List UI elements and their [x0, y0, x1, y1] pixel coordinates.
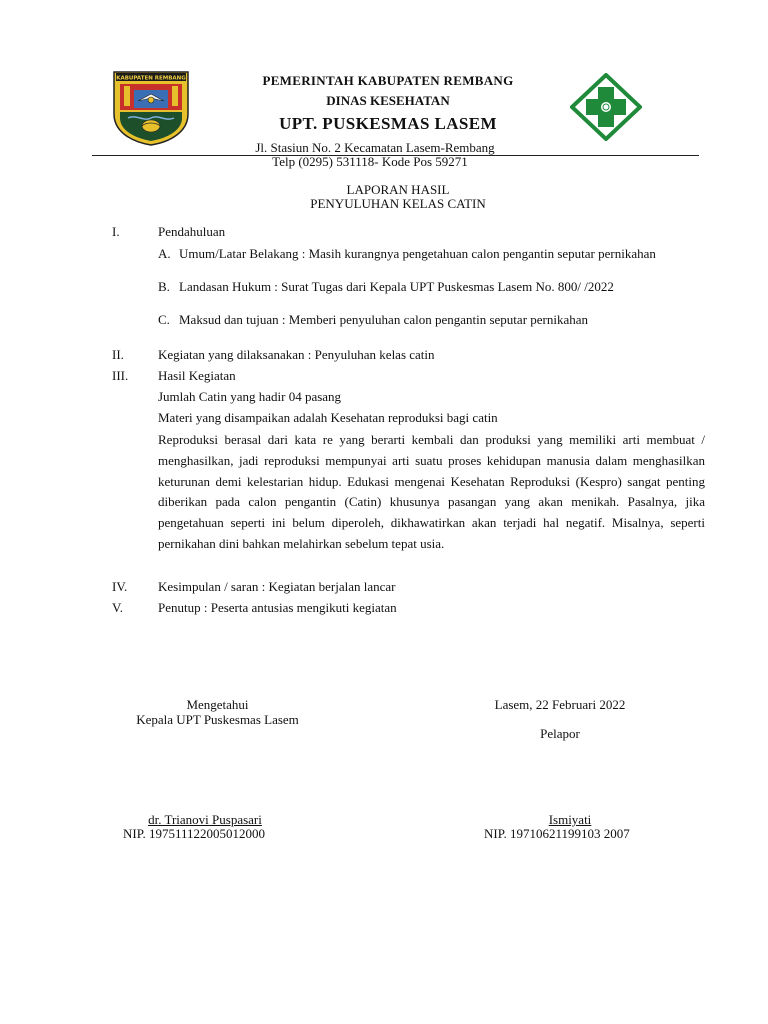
head-name-text: dr. Trianovi Puspasari	[148, 812, 262, 827]
report-subtitle: PENYULUHAN KELAS CATIN	[310, 196, 486, 211]
results-paragraph: Reproduksi berasal dari kata re yang berarti kembali dan produksi yang memiliki arti membuat / menghasilkan, jadi reproduksi mempunyai arti suatu proses kehidupan manusia dalam menghasilkan keturunan demi kelestarian hidup. Edukasi mengenai Kesehatan Reproduksi (Kespro) sangat penting diberikan pada calon pengantin (Catin) khusunya pasangan yang akan menikah. Pasalnya, jika pengetahuan seperti ini belum diperoleh, dikhawatirkan akan terjadi hal negatif. Misalnya, seperti pernikahan dini bahkan melahirkan sebelum tepat usia.	[158, 432, 705, 551]
letterhead-address: Jl. Stasiun No. 2 Kecamatan Lasem-Rembang	[255, 140, 495, 155]
attendance-line: Jumlah Catin yang hadir 04 pasang	[158, 389, 342, 404]
section-title: Hasil Kegiatan	[158, 368, 236, 383]
letterhead-institution: UPT. PUSKESMAS LASEM	[279, 114, 497, 133]
section-number: II.	[112, 347, 124, 362]
section-number: IV.	[112, 579, 128, 594]
puskesmas-logo	[570, 73, 642, 141]
section-title: Pendahuluan	[158, 224, 226, 239]
list-item-text: Maksud dan tujuan : Memberi penyuluhan calon pengantin seputar pernikahan	[179, 312, 589, 327]
section-text: Kegiatan yang dilaksanakan : Penyuluhan kelas catin	[158, 347, 435, 362]
letterhead-contact: Telp (0295) 531118- Kode Pos 59271	[272, 154, 468, 169]
list-item-label: A.	[158, 246, 171, 261]
reporter-label: Pelapor	[540, 726, 580, 741]
section-number: I.	[112, 224, 120, 239]
section-text: Penutup : Peserta antusias mengikuti kegiatan	[158, 600, 397, 615]
report-title: LAPORAN HASIL	[346, 182, 450, 197]
letterhead-government: PEMERINTAH KABUPATEN REMBANG	[262, 73, 514, 88]
list-item-text: Landasan Hukum : Surat Tugas dari Kepala UPT Puskesmas Lasem No. 800/ /2022	[179, 279, 614, 294]
material-line: Materi yang disampaikan adalah Kesehatan reproduksi bagi catin	[158, 410, 498, 425]
reporter-nip: NIP. 19710621199103 2007	[484, 826, 630, 841]
place-date: Lasem, 22 Februari 2022	[494, 697, 626, 712]
acknowledged-label: Mengetahui	[186, 697, 249, 712]
list-item-text: Umum/Latar Belakang : Masih kurangnya pengetahuan calon pengantin seputar pernikahan	[179, 246, 656, 261]
section-number: V.	[112, 600, 123, 615]
head-title: Kepala UPT Puskesmas Lasem	[136, 712, 299, 727]
section-number: III.	[112, 368, 129, 383]
list-item-label: C.	[158, 312, 170, 327]
section-text: Kesimpulan / saran : Kegiatan berjalan lancar	[158, 579, 396, 594]
list-item-label: B.	[158, 279, 170, 294]
reporter-name-text: Ismiyati	[548, 812, 592, 827]
head-nip: NIP. 197511122005012000	[123, 826, 266, 841]
letterhead-department: DINAS KESEHATAN	[326, 93, 450, 108]
emblem-banner-text: KABUPATEN REMBANG	[116, 75, 186, 82]
kabupaten-rembang-emblem	[110, 70, 192, 146]
